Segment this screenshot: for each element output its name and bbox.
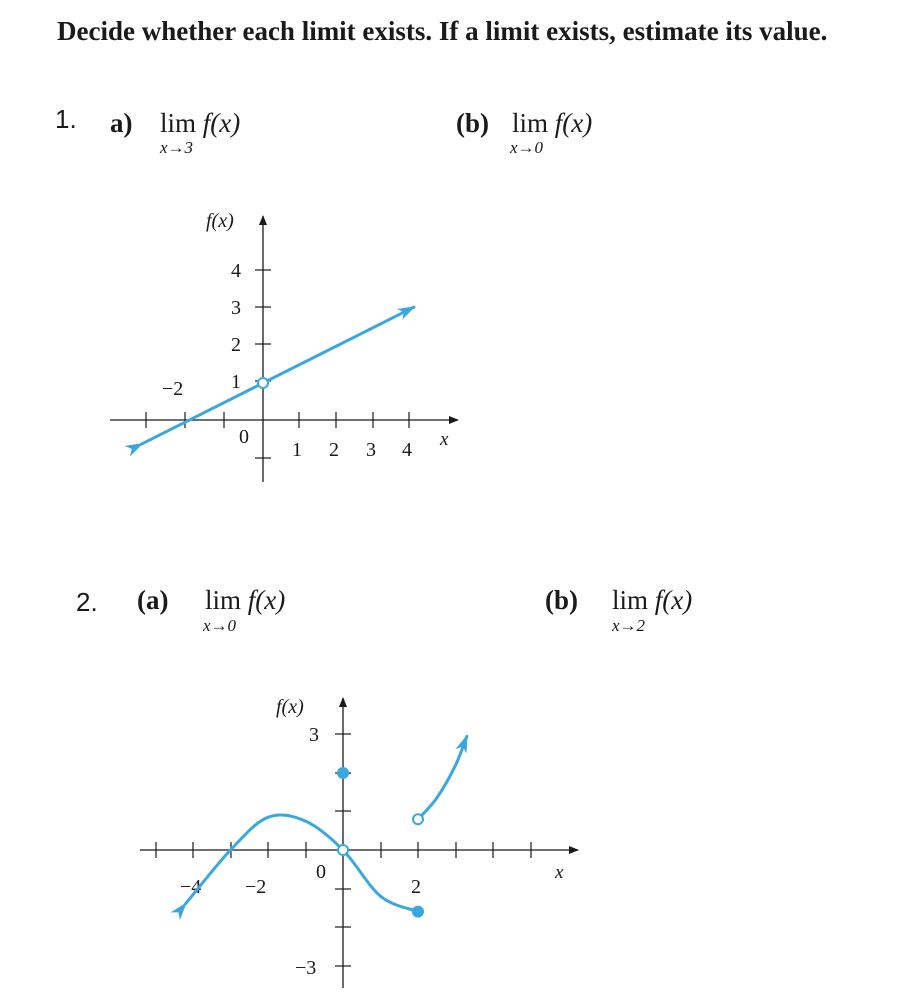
graph-1-y-tick-label: 3 — [231, 297, 241, 319]
instructions: Decide whether each limit exists. If a limit exists, estimate its value. — [57, 16, 828, 46]
graph-1-y-tick-label: 4 — [231, 260, 241, 282]
problem-2b-subscript: x→2 — [612, 616, 646, 635]
graph-1-x-tick-label: 1 — [292, 439, 302, 461]
lim-word: lim — [205, 585, 242, 615]
graph-1-xlabel: x — [440, 429, 449, 450]
graph-2-xlabel: x — [555, 862, 564, 883]
graph-2-open-point — [338, 845, 348, 855]
lim-word: lim — [512, 108, 549, 138]
graph-1-x-tick-label: 4 — [402, 439, 412, 461]
problem-2a-subscript: x→0 — [203, 616, 237, 635]
part-label: (b) — [456, 108, 489, 138]
graph-2-curve — [418, 736, 467, 819]
graph-2-x-tick-label: −4 — [180, 876, 202, 898]
graph-1-x-tick-label: 3 — [366, 439, 376, 461]
function-notation: f(x) — [202, 108, 241, 138]
graph-1-ylabel: f(x) — [206, 210, 234, 232]
graph-2 — [140, 696, 578, 988]
graph-1-x-tick-label: −2 — [162, 378, 184, 400]
graph-1 — [110, 210, 458, 482]
graph-2-closed-point — [338, 768, 348, 778]
graph-2-open-point — [413, 814, 423, 824]
graph-2-origin-label: 0 — [316, 861, 326, 883]
lim-word: lim — [160, 108, 197, 138]
graph-2-data — [186, 736, 467, 916]
function-notation: f(x) — [654, 585, 693, 615]
problem-2-number: 2. — [76, 587, 98, 617]
lim-word: lim — [612, 585, 649, 615]
problem-1-number: 1. — [55, 104, 77, 134]
graph-2-x-tick-label: 2 — [411, 876, 421, 898]
part-label: (a) — [137, 585, 169, 615]
graph-2-curve — [186, 815, 419, 912]
graph-2-ylabel: f(x) — [276, 696, 304, 718]
part-label: a) — [110, 108, 133, 138]
graph-1-y-tick-label: 2 — [231, 334, 241, 356]
graph-1-y-tick-label: 1 — [231, 371, 241, 393]
graph-2-closed-point — [413, 907, 423, 917]
graph-2-y-tick-label: 3 — [309, 724, 319, 746]
graph-1-open-point — [258, 378, 268, 388]
graph-1-origin-label: 0 — [239, 426, 249, 448]
part-label: (b) — [545, 585, 578, 615]
problem-1a-subscript: x→3 — [160, 138, 194, 157]
function-notation: f(x) — [247, 585, 286, 615]
graph-1-x-tick-label: 2 — [329, 439, 339, 461]
graph-2-y-tick-label: −3 — [295, 957, 317, 979]
function-notation: f(x) — [554, 108, 593, 138]
problem-1b-subscript: x→0 — [510, 138, 544, 157]
graph-2-x-tick-label: −2 — [245, 876, 267, 898]
